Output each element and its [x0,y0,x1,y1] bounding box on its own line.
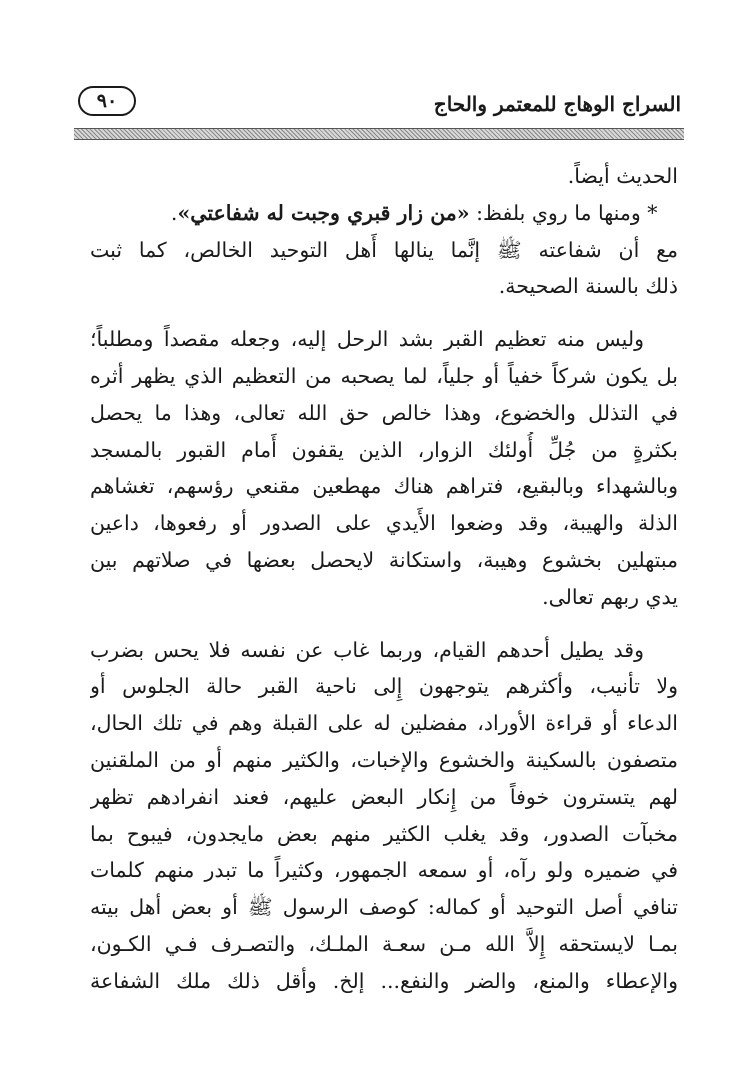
text-line: لهم يتسترون خوفاً من إِنكار البعض عليهم، فعند انفرادهم تظهر [90,784,678,809]
text-line: تنافي أصل التوحيد أو كماله: كوصف الرسول ﷺ أو بعض أهل بيته [90,895,678,920]
paragraph-5 [90,632,678,1000]
text-line: في التذلل والخضوع، وهذا خالص حق الله تعالى، وهذا ما يحصل [90,400,678,425]
hadith-end: . [170,200,178,225]
text-line: وبالشهداء وبالبقيع، فتراهم هناك مهطعين مقنعي رؤسهم، تغشاهم [90,474,678,499]
header-rule [74,128,684,140]
paragraph-2 [90,195,678,232]
page-header [78,86,681,126]
page-number-badge [78,86,136,116]
paragraph-3 [90,232,678,306]
text-line: وقد يطيل أحدهم القيام، وربما غاب عن نفسه فلا يحس بضرب [90,637,644,662]
text-line: بمـا لايستحقه إِلاَّ الله مـن سعـة الملـك، والتصـرف فـي الكـون، [90,931,678,956]
text-line: بكثرةٍ من جُلِّ أُولئك الزوار، الذين يقفون أَمام القبور بالمسجد [90,437,678,462]
text-line: وليس منه تعظيم القبر بشد الرحل إليه، وجعله مقصداً ومطلباً؛ [90,327,644,352]
hadith-line [90,195,678,232]
text-line: بل يكون شركاً خفياً أو جلياً، لما يصحبه من التعظيم الذي يظهر أثره [90,363,678,388]
paragraph-1 [90,158,678,195]
text-line: يدي ربهم تعالى. [542,584,678,609]
running-title: السراج الوهاج للمعتمر والحاج [433,92,681,116]
text-line: مع أن شفاعته ﷺ إنَّما ينالها أَهل التوحيد الخالص، كما ثبت [90,237,678,262]
text-line: الذلة والهيبة، وقد وضعوا الأَيدي على الصدور أو رفعوها، داعين [90,511,678,536]
text-line: مخبآت الصدور، وقد يغلب الكثير منهم بعض مايجدون، فيبوح بما [90,821,678,846]
text-line: مبتهلين بخشوع وهيبة، واستكانة لايحصل بعضها في صلاتهم بين [90,547,678,572]
text-line: ذلك بالسنة الصحيحة. [498,274,678,299]
text-line: ولا تأنيب، وأكثرهم يتوجهون إِلى ناحية القبر حالة الجلوس أو [90,674,678,699]
text-line: في ضميره ولو رآه، أو سمعه الجمهور، وكثيراً ما تبدر منهم كلمات [90,858,678,883]
page-body [90,158,678,1000]
hadith-intro: * ومنها ما روي بلفظ: [469,200,658,225]
text-line: متصفون بالسكينة والخشوع والإخبات، والكثير منهم أو من الملقنين [90,747,678,772]
hadith-quote: «من زار قبري وجبت له شفاعتي» [177,200,470,225]
text-line: الحديث أيضاً. [567,164,678,188]
text-line: الدعاء أو قراءة الأوراد، مفضلين له على القبلة وهم في تلك الحال، [90,711,678,736]
text-line: والإعطاء والمنع، والضر والنفع... إلخ. وأقل ذلك ملك الشفاعة [90,968,678,993]
paragraph-4 [90,321,678,615]
page-number: ٩٠ [96,90,118,112]
